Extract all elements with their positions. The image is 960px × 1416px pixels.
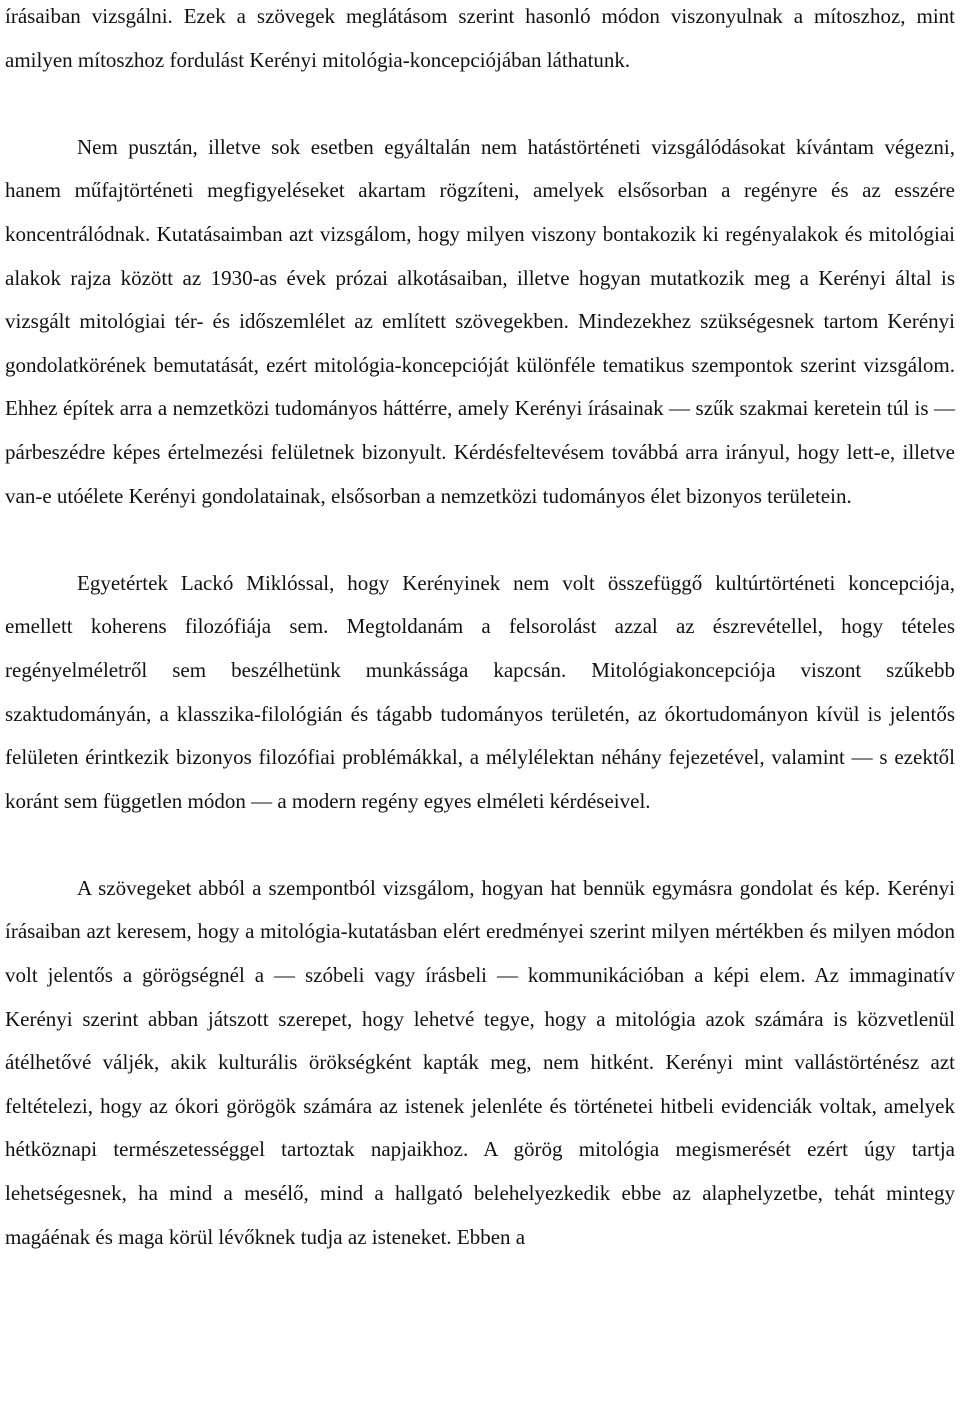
- paragraph-gap: [5, 82, 955, 126]
- paragraph-gap: [5, 823, 955, 867]
- paragraph-2: Nem pusztán, illetve sok esetben egyáltalán nem hatástörténeti vizsgálódásokat kívántam végezni, hanem műfajtörténeti megfigyeléseket akartam rögzíteni, amelyek elsősorban a regényre és az esszére koncentrálódnak. Kutatásaimban azt vizsgálom, hogy milyen viszony bontakozik ki regényalakok és mitológiai alakok rajza között az 1930-as évek prózai alkotásaiban, illetve hogyan mutatkozik meg a Kerényi által is vizsgált mitológiai tér- és időszemlélet az említett szövegekben. Mindezekhez szükségesnek tartom Kerényi gondolatkörének bemutatását, ezért mitológia-koncepcióját különféle tematikus szempontok szerint vizsgálom. Ehhez építek arra a nemzetközi tudományos háttérre, amely Kerényi írásainak — szűk szakmai keretein túl is — párbeszédre képes értelmezési felületnek bizonyult. Kérdésfeltevésem továbbá arra irányul, hogy lett-e, illetve van-e utóélete Kerényi gondolatainak, elsősorban a nemzetközi tudományos élet bizonyos területein.: [5, 134, 955, 508]
- paragraph-gap: [5, 518, 955, 562]
- paragraph-3: Egyetértek Lackó Miklóssal, hogy Kerényinek nem volt összefüggő kultúrtörténeti koncepciója, emellett koherens filozófiája sem. Megtoldanám a felsorolást azzal az észrevétellel, hogy tételes regényelméletről sem beszélhetünk munkássága kapcsán. Mitológiakoncepciója viszont szűkebb szaktudományán, a klasszika-filológián és tágabb tudományos területén, az ókortudományon kívül is jelentős felületen érintkezik bizonyos filozófiai problémákkal, a mélylélektan néhány fejezetével, valamint — s ezektől koránt sem független módon — a modern regény egyes elméleti kérdéseivel.: [5, 570, 955, 813]
- paragraph-4: A szövegeket abból a szempontból vizsgálom, hogyan hat bennük egymásra gondolat és kép. Kerényi írásaiban azt keresem, hogy a mitológia-kutatásban elért eredményei szerint milyen mértékben és milyen módon volt jelentős a görögségnél a — szóbeli vagy írásbeli — kommunikációban a képi elem. Az immaginatív Kerényi szerint abban játszott szerepet, hogy lehetvé tegye, hogy a mitológia azok számára is közvetlenül átélhetővé váljék, akik kulturális örökségként kapták meg, nem hitként. Kerényi mint vallástörténész azt feltételezi, hogy az ókori görögök számára az istenek jelenléte és történetei hitbeli evidenciák voltak, amelyek hétköznapi természetességgel tartoztak napjaikhoz. A görög mitológia megismerését ezért úgy tartja lehetségesnek, ha mind a mesélő, mind a hallgató belehelyezkedik ebbe az alaphelyzetbe, tehát mintegy magáénak és maga körül lévőknek tudja az isteneket. Ebben a: [5, 875, 955, 1249]
- document-page: [5, 0, 955, 1259]
- paragraph-1: írásaiban vizsgálni. Ezek a szövegek meglátásom szerint hasonló módon viszonyulnak a mítoszhoz, mint amilyen mítoszhoz fordulást Kerényi mitológia-koncepciójában láthatunk.: [5, 4, 955, 72]
